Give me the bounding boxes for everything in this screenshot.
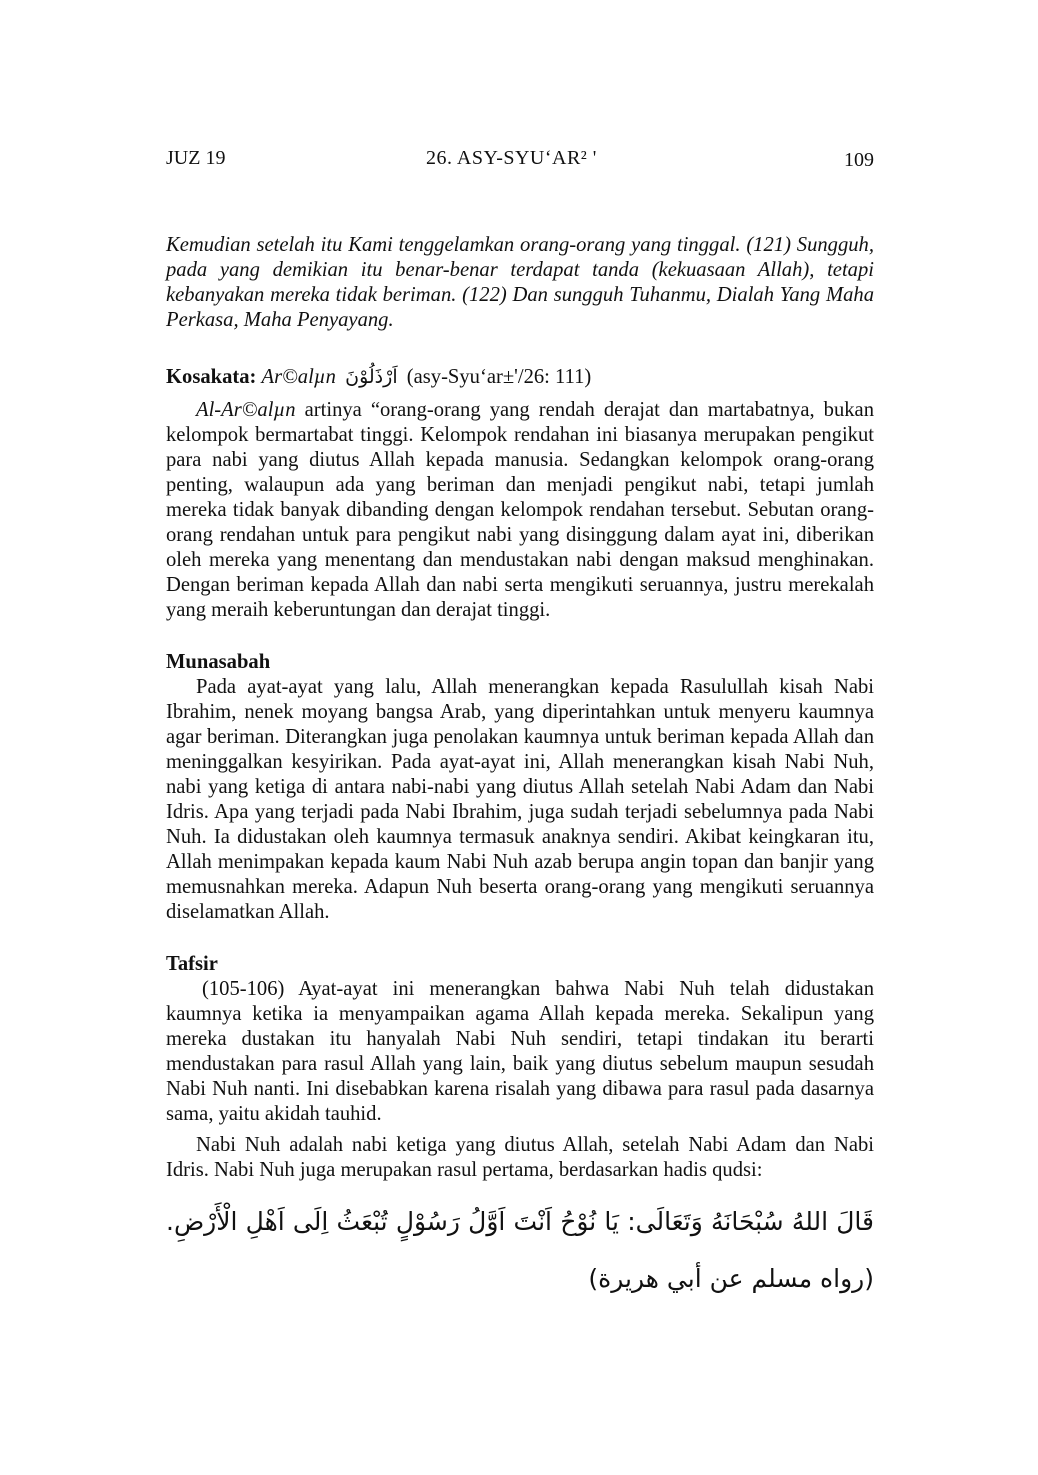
kosakata-body-term: Al-Ar©alµn — [196, 399, 296, 421]
page-body — [166, 233, 874, 1307]
tafsir-heading: Tafsir — [166, 953, 218, 975]
kosakata-body-text: artinya “orang-orang yang rendah derajat dan martabatnya, bukan kelompok bermartabat tinggi. Kelompok rendahan ini biasanya merupakan pengikut para nabi yang diutus Allah kepada manusia. Sedangkan kelompok orang-orang penting, walaupun ada yang beriman dan menjadi pengikut nabi, tetapi jumlah mereka tidak banyak dibanding dengan kelompok rendahan tersebut. Sebutan orang-orang rendahan untuk para pengikut nabi yang disinggung dalam ayat ini, diberikan oleh mereka yang menentang dan mendustakan nabi dengan maksud menghinakan. Dengan beriman kepada Allah dan nabi serta mengikuti seruannya, justru merekalah yang meraih keberuntungan dan derajat tinggi. — [166, 399, 874, 621]
hadith-arabic: قَالَ اللهُ سُبْحَانَهُ وَتَعَالَى: يَا نُوْحُ اَنْتَ اَوَّلُ رَسُوْلٍ تُبْعَثُ اِلَى اَهْلِ الْأَرْضِ. (رواه مسلم عن أبي هريرة) — [166, 1207, 874, 1293]
kosakata-term: Ar©alµn — [261, 366, 336, 388]
page-header — [166, 147, 874, 173]
kosakata-heading — [166, 365, 874, 390]
kosakata-arabic: اَرْذَلُوْنَ — [345, 366, 398, 388]
kosakata-reference: (asy-Syu‘ar±'/26: 111) — [406, 366, 592, 388]
surah-title: 26. ASY-SYU‘AR² ' — [426, 147, 597, 169]
munasabah-paragraph: Pada ayat-ayat yang lalu, Allah menerangkan kepada Rasulullah kisah Nabi Ibrahim, nenek moyang bangsa Arab, yang diperintahkan untuk menyeru kaumnya agar beriman. Diterangkan juga penolakan kaumnya untuk beriman kepada Allah dan meninggalkan kesyirikan. Pada ayat-ayat ini, Allah menerangkan kisah Nabi Nuh, nabi yang ketiga di antara nabi-nabi yang diutus Allah setelah Nabi Adam dan Nabi Idris. Apa yang terjadi pada Nabi Ibrahim, juga sudah terjadi sebelumnya pada Nabi Nuh. Ia didustakan oleh kaumnya termasuk anaknya sendiri. Akibat keingkaran itu, Allah menimpakan kepada kaum Nabi Nuh azab berupa angin topan dan banjir yang memusnahkan mereka. Adapun Nuh beserta orang-orang yang mengikuti seruannya diselamatkan Allah. — [166, 676, 874, 923]
juz-label: JUZ 19 — [166, 147, 226, 169]
kosakata-explanation — [166, 398, 874, 623]
verse-translation: Kemudian setelah itu Kami tenggelamkan orang-orang yang tinggal. (121) Sungguh, pada yang demikian itu benar-benar terdapat tanda (kekuasaan Allah), tetapi kebanyakan mereka tidak beriman. (122) Dan sungguh Tuhanmu, Dialah Yang Maha Perkasa, Maha Penyayang. — [166, 234, 874, 331]
tafsir-paragraph-1: (105-106) Ayat-ayat ini menerangkan bahwa Nabi Nuh telah didustakan kaumnya ketika ia menyampaikan agama Allah kepada mereka. Sekalipun yang mereka dustakan itu hanyalah Nabi Nuh sendiri, tetapi tindakan itu berarti mendustakan para rasul Allah yang lain, baik yang diutus sebelum maupun sesudah Nabi Nuh nanti. Ini disebabkan karena risalah yang dibawa para rasul pada dasarnya sama, yaitu akidah tauhid. — [166, 978, 874, 1125]
tafsir-paragraph-2: Nabi Nuh adalah nabi ketiga yang diutus Allah, setelah Nabi Adam dan Nabi Idris. Nabi Nuh juga merupakan rasul pertama, berdasarkan hadis qudsi: — [166, 1134, 874, 1181]
kosakata-label: Kosakata: — [166, 366, 257, 388]
page-number: 109 — [844, 149, 874, 171]
munasabah-heading: Munasabah — [166, 651, 271, 673]
